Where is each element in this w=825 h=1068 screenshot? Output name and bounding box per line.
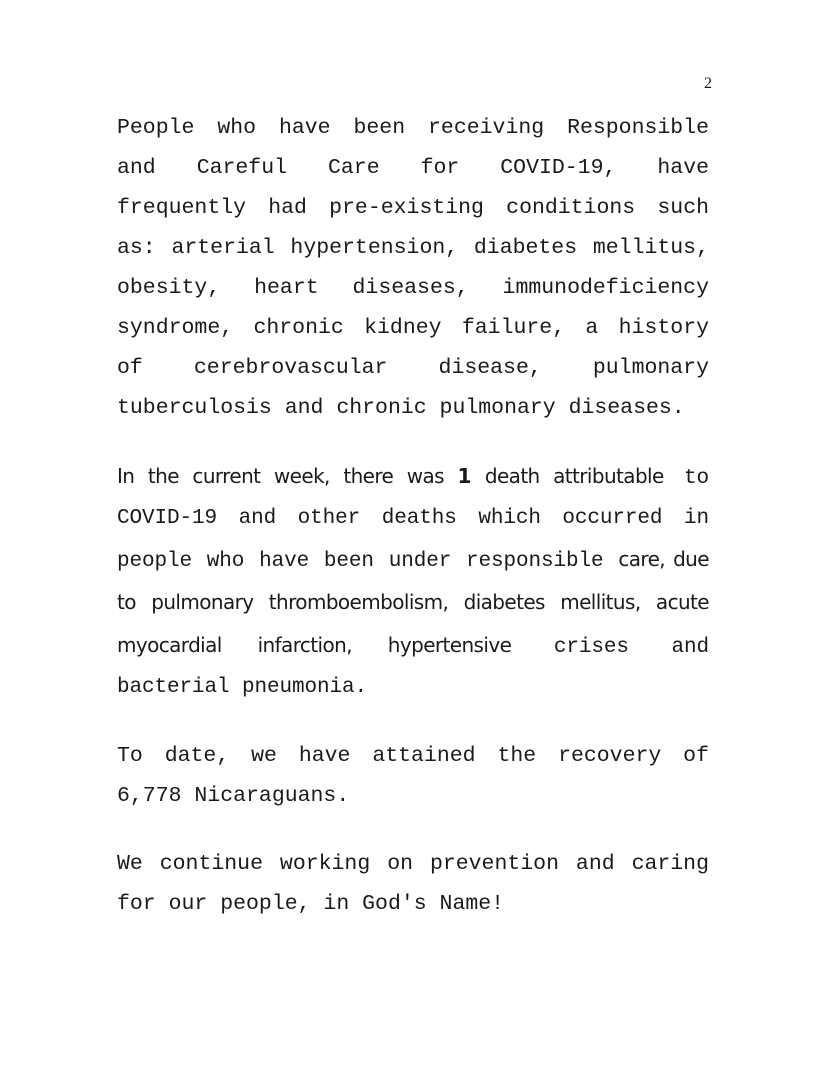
weekly-deaths-context: to COVID-19 and other deaths which occurred in people who have been under responsible (117, 467, 709, 573)
paragraph-preexisting-conditions: People who have been receiving Responsible and Careful Care for COVID-19, have frequently had pre-existing conditions such as: arterial hypertension, diabetes mellitus, obesity, heart diseases, immunodeficiency syndrome, chronic kidney failure, a history of cerebrovascular disease, pulmonary tuberculosis and chronic pulmonary diseases. (117, 116, 709, 420)
paragraph-recoveries: To date, we have attained the recovery of 6,778 Nicaraguans. (117, 744, 709, 808)
weekly-deaths-causes-end: crises and bacterial pneumonia. (117, 636, 709, 699)
weekly-deaths-causes: care, due to pulmonary thromboembolism, diabetes mellitus, acute myocardial infarction, hypertensive (117, 547, 709, 657)
document-body (117, 108, 709, 952)
weekly-deaths-intro: In the current week, there was (117, 464, 458, 488)
deaths-count: 1 (457, 464, 472, 488)
paragraph-closing: We continue working on prevention and caring for our people, in God's Name! (117, 852, 709, 916)
weekly-deaths-attributable: death attributable (471, 464, 664, 488)
paragraph-weekly-deaths (117, 456, 709, 708)
page-number: 2 (704, 75, 712, 92)
